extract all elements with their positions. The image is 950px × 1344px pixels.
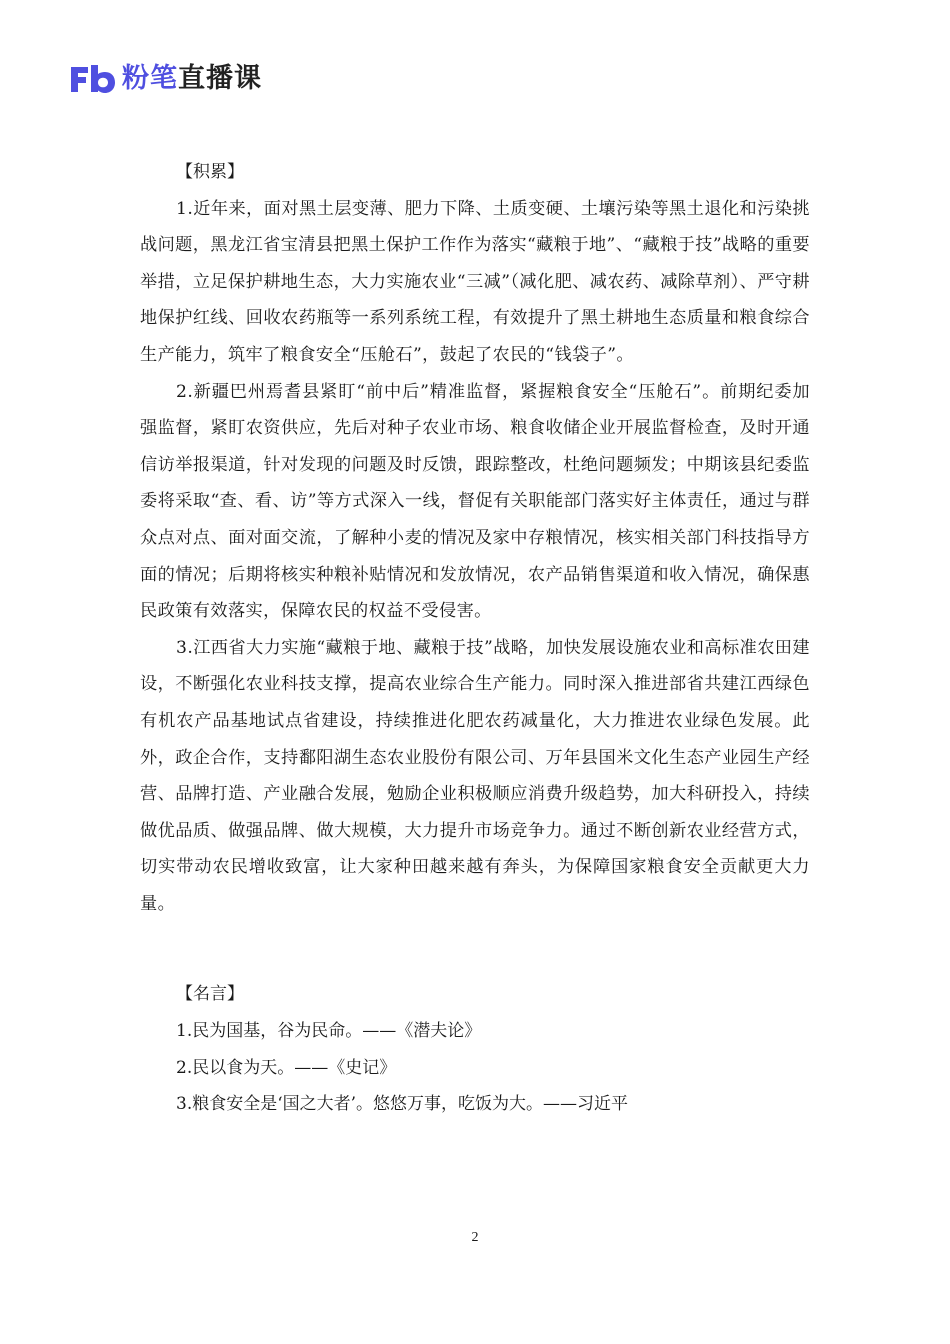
quote-1: 1.民为国基，谷为民命。——《潜夫论》 <box>176 1021 482 1042</box>
section-title-quotes: 【名言】 <box>176 984 244 1005</box>
page-number: 2 <box>471 1230 479 1245</box>
document-body <box>140 154 810 1123</box>
fb-logo-icon <box>68 62 118 96</box>
paragraph-2: 2.新疆巴州焉耆县紧盯“前中后”精准监督，紧握粮食安全“压舱石”。前期纪委加强监督，紧盯农资供应，先后对种子农业市场、粮食收储企业开展监督检查，及时开通信访举报渠道，针对发现的问题及时反馈，跟踪整改，杜绝问题频发；中期该县纪委监委将采取“查、看、访”等方式深入一线，督促有关职能部门落实好主体责任，通过与群众点对点、面对面交流，了解种小麦的情况及家中存粮情况，核实相关部门科技指导方面的情况；后期将核实种粮补贴情况和发放情况，农产品销售渠道和收入情况，确保惠民政策有效落实，保障农民的权益不受侵害。 <box>140 381 810 622</box>
quote-3: 3.粮食安全是‘国之大者’。悠悠万事，吃饭为大。——习近平 <box>176 1094 629 1115</box>
section-gap <box>140 922 810 976</box>
logo-sub-text: 直播课 <box>178 63 262 94</box>
logo-brand-text: 粉笔 <box>122 63 178 94</box>
section-title-accumulation: 【积累】 <box>176 162 244 182</box>
paragraph-1: 1.近年来，面对黑土层变薄、肥力下降、土质变硬、土壤污染等黑土退化和污染挑战问题，黑龙江省宝清县把黑土保护工作作为落实“藏粮于地”、“藏粮于技”战略的重要举措，立足保护耕地生态，大力实施农业“三减”（减化肥、减农药、减除草剂）、严守耕地保护红线、回收农药瓶等一系列系统工程，有效提升了黑土耕地生态质量和粮食综合生产能力，筑牢了粮食安全“压舱石”，鼓起了农民的“钱袋子”。 <box>140 198 810 365</box>
brand-logo <box>68 62 262 96</box>
logo-text <box>122 62 262 96</box>
paragraph-3: 3.江西省大力实施“藏粮于地、藏粮于技”战略，加快发展设施农业和高标准农田建设，不断强化农业科技支撑，提高农业综合生产能力。同时深入推进部省共建江西绿色有机农产品基地试点省建设，持续推进化肥农药减量化，大力推进农业绿色发展。此外，政企合作，支持鄱阳湖生态农业股份有限公司、万年县国米文化生态产业园生产经营、品牌打造、产业融合发展，勉励企业积极顺应消费升级趋势，加大科研投入，持续做优品质、做强品牌、做大规模，大力提升市场竞争力。通过不断创新农业经营方式，切实带动农民增收致富，让大家种田越来越有奔头，为保障国家粮食安全贡献更大力量。 <box>140 637 810 914</box>
quote-2: 2.民以食为天。——《史记》 <box>176 1057 397 1078</box>
